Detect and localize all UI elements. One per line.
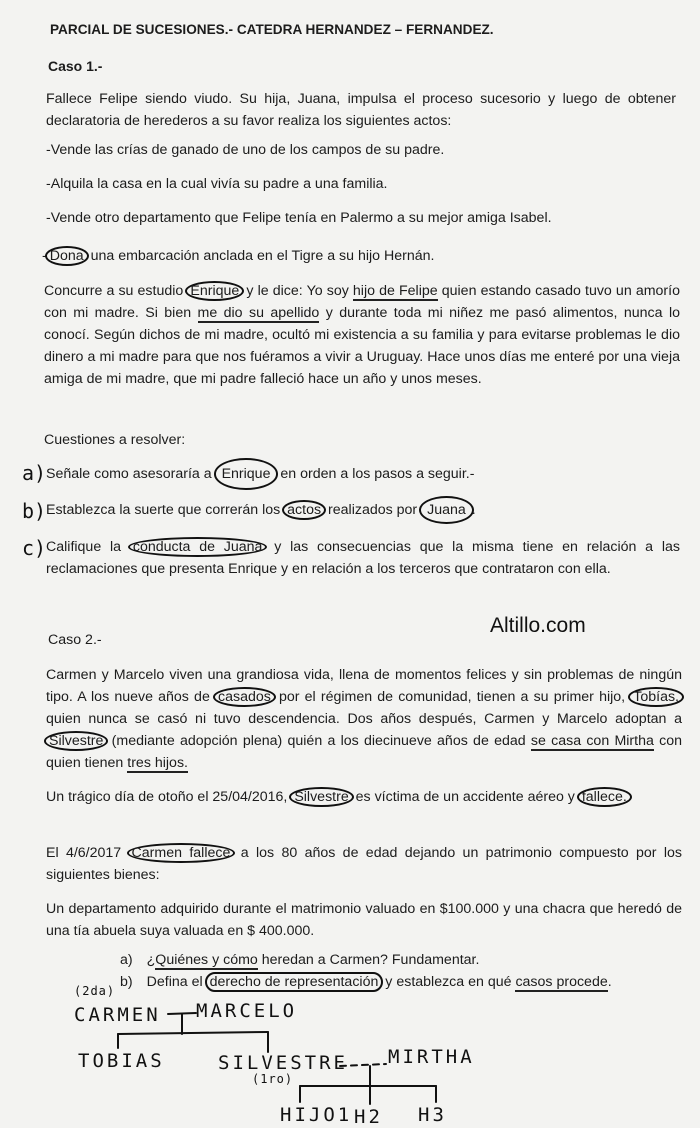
underlined-apellido: me dio su apellido: [197, 305, 320, 321]
circled-fallece: fallece.: [577, 787, 632, 807]
case1-act-3: -Vende otro departamento que Felipe tenía en Palermo a su mejor amiga Isabel.: [46, 210, 552, 226]
note-marcelo: MARCELO: [196, 1000, 298, 1022]
note-first: (1ro): [252, 1072, 294, 1086]
circled-tobias: Tobías,: [628, 687, 684, 707]
case1-act-4: - Dona una embarcación anclada en el Tigre a su hijo Hernán.: [42, 248, 435, 264]
exam-title: PARCIAL DE SUCESIONES.- CATEDRA HERNANDEZ – FERNANDEZ.: [50, 22, 494, 37]
note-child-2: H2: [354, 1106, 383, 1128]
underlined-tres-hijos: tres hijos.: [127, 755, 188, 771]
case1-act-1: -Vende las crías de ganado de uno de los campos de su padre.: [46, 142, 445, 158]
handwritten-c: c): [22, 536, 47, 560]
note-silvestre: SILVESTRE: [218, 1052, 348, 1074]
circled-enrique-2: Enrique: [214, 458, 279, 490]
note-carmen: CARMEN: [74, 1004, 161, 1026]
note-mirtha: MIRTHA: [388, 1046, 475, 1068]
case2-question-a: a) ¿Quiénes y cómo heredan a Carmen? Fundamentar.: [120, 952, 480, 968]
note-second: (2da): [74, 984, 116, 998]
underlined-quienes-y-como: Quiénes y cómo: [155, 952, 258, 968]
note-tobias: TOBIAS: [78, 1050, 165, 1072]
circled-enrique: Enrique: [185, 281, 244, 301]
case1-question-b: Establezca la suerte que correrán los actos realizados por Juana .: [46, 500, 476, 522]
note-child-3: H3: [418, 1104, 447, 1126]
case2-question-b: b) Defina el derecho de representación y establezca en qué casos procede.: [120, 974, 612, 990]
case1-question-a: Señale como asesoraría a Enrique en orden a los pasos a seguir.-: [46, 464, 474, 486]
handwritten-a: a): [22, 461, 47, 485]
circled-casados: casados: [213, 687, 276, 707]
case1-intro: Fallece Felipe siendo viudo. Su hija, Juana, impulsa el proceso sucesorio y luego de obtener declaratoria de herederos a su favor realiza los siguientes actos:: [46, 91, 676, 129]
circled-conducta-de-juana: conducta de Juana: [128, 537, 268, 557]
tree-marriage-dashed: [340, 1064, 386, 1066]
circled-derecho-de-representacion: derecho de representación: [205, 972, 384, 992]
questions-title: Cuestiones a resolver:: [44, 432, 186, 448]
watermark: Altillo.com: [490, 614, 586, 637]
case2-death: El 4/6/2017 Carmen fallece a los 80 años de edad dejando un patrimonio compuesto por los siguientes bienes:: [46, 845, 682, 883]
case2-title: Caso 2.-: [48, 632, 102, 648]
case1-act-2: -Alquila la casa en la cual vivía su padre a una familia.: [46, 176, 388, 192]
case2-accident: Un trágico día de otoño el 25/04/2016, Silvestre es víctima de un accidente aéreo y fallece.: [46, 786, 682, 808]
circled-actos: actos: [282, 500, 326, 520]
underlined-hijo-de-felipe: hijo de Felipe: [352, 283, 438, 299]
underlined-se-casa-con-mirtha: se casa con Mirtha: [530, 733, 654, 749]
handwritten-b: b): [22, 499, 47, 523]
tree-children-bar: [118, 1032, 268, 1034]
case1-story: Concurre a su estudio Enrique y le dice: Yo soy hijo de Felipe quien estando casado tuvo un amorío con mi madre. Si bien me dio su apellido y durante toda mi niñez me pasó alimentos, nunca lo conocí. Según dichos de mi madre, ocultó mi existencia a su familia y para evitarse problemas le dio dinero a mi madre para que nos fuéramos a vivir a Uruguay. Hace unos días me enteré por una vieja amiga de mi madre, que mi padre falleció hace un año y unos meses.: [44, 283, 680, 387]
case1-question-c: Califique la conducta de Juana y las consecuencias que la misma tiene en relación a las reclamaciones que presenta Enrique y en relación a los terceros que contrataron con ella.: [46, 539, 681, 577]
note-child-1: HIJO1: [280, 1104, 353, 1126]
case2-story: Carmen y Marcelo viven una grandiosa vida, llena de momentos felices y sin problemas de ningún tipo. A los nueve años de casados por el régimen de comunidad, tienen a su primer hijo, Tobías, quien nunca se casó ni tuvo descendencia. Dos años después, Carmen y Marcelo adoptan a Silvestre (mediante adopción plena) quién a los diecinueve años de edad se casa con Mirtha con quien tienen tres hijos.: [46, 667, 682, 771]
underlined-casos-procede: casos procede: [515, 974, 608, 990]
circled-silvestre: Silvestre: [44, 731, 108, 751]
case1-title: Caso 1.-: [48, 58, 103, 74]
circled-dona: Dona: [45, 246, 89, 266]
circled-juana: Juana: [419, 496, 474, 524]
case2-assets: Un departamento adquirido durante el matrimonio valuado en $100.000 y una chacra que heredó de una tía abuela suya valuada en $ 400.000.: [46, 901, 682, 939]
circled-carmen-fallece: Carmen fallece: [127, 843, 236, 863]
circled-silvestre-2: Silvestre: [289, 787, 353, 807]
